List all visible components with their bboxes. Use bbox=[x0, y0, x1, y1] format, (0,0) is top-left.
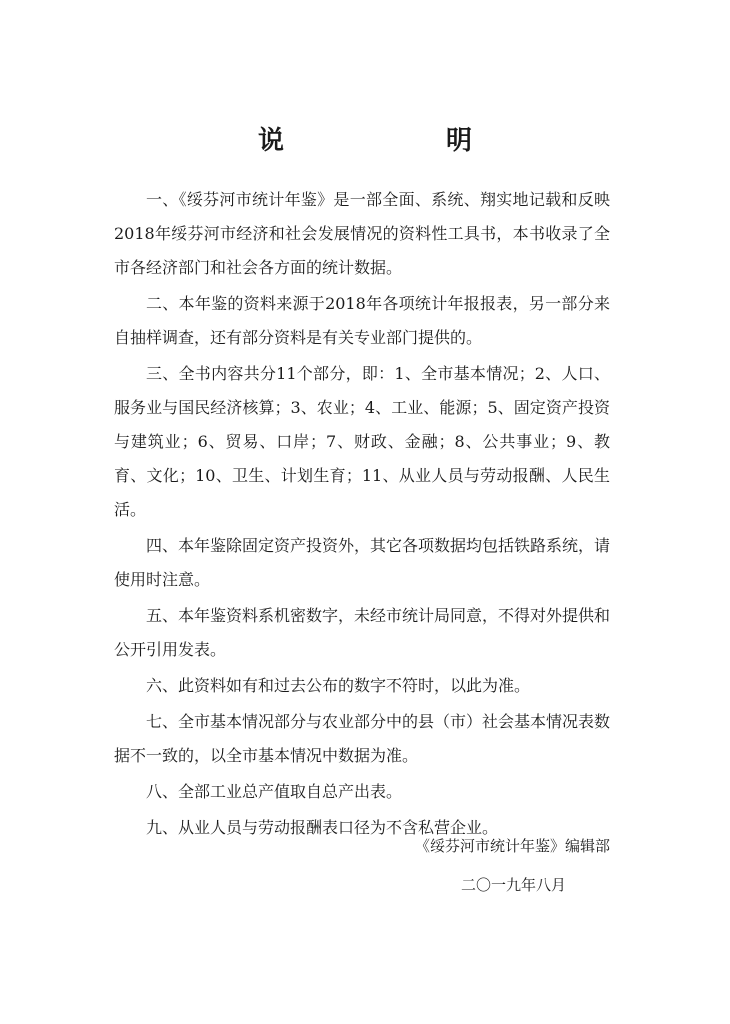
paragraph-9: 九、从业人员与劳动报酬表口径为不含私营企业。 bbox=[146, 818, 499, 837]
page-title: 说 明 bbox=[257, 126, 540, 156]
paragraph-6: 六、此资料如有和过去公布的数字不符时，以此为准。 bbox=[146, 676, 531, 695]
signature-date: 二〇一九年八月 bbox=[460, 876, 566, 894]
paragraph-4: 四、本年鉴除固定资产投资外，其它各项数据均包括铁路系统，请使用时注意。 bbox=[114, 536, 611, 589]
paragraph-7: 七、全市基本情况部分与农业部分中的县（市）社会基本情况表数据不一致的，以全市基本情况中数据为准。 bbox=[114, 712, 611, 765]
paragraph-8: 八、全部工业总产值取自总产出表。 bbox=[146, 782, 403, 801]
paragraph-1: 一、《绥芬河市统计年鉴》是一部全面、系统、翔实地记载和反映2018年绥芬河市经济和社会发展情况的资料性工具书，本书收录了全市各经济部门和社会各方面的统计数据。 bbox=[114, 190, 610, 277]
signature-organization: 《绥芬河市统计年鉴》编辑部 bbox=[414, 837, 610, 855]
paragraph-2: 二、本年鉴的资料来源于2018年各项统计年报报表，另一部分来自抽样调查，还有部分资料是有关专业部门提供的。 bbox=[114, 294, 610, 347]
document-body bbox=[114, 183, 610, 847]
paragraph-3: 三、全书内容共分11个部分，即：1、全市基本情况；2、人口、服务业与国民经济核算；3、农业；4、工业、能源；5、固定资产投资与建筑业；6、贸易、口岸；7、财政、金融；8、公共事业；9、教育、文化；10、卫生、计划生育；11、从业人员与劳动报酬、人民生活。 bbox=[114, 364, 610, 519]
paragraph-5: 五、本年鉴资料系机密数字，未经市统计局同意，不得对外提供和公开引用发表。 bbox=[114, 606, 611, 659]
